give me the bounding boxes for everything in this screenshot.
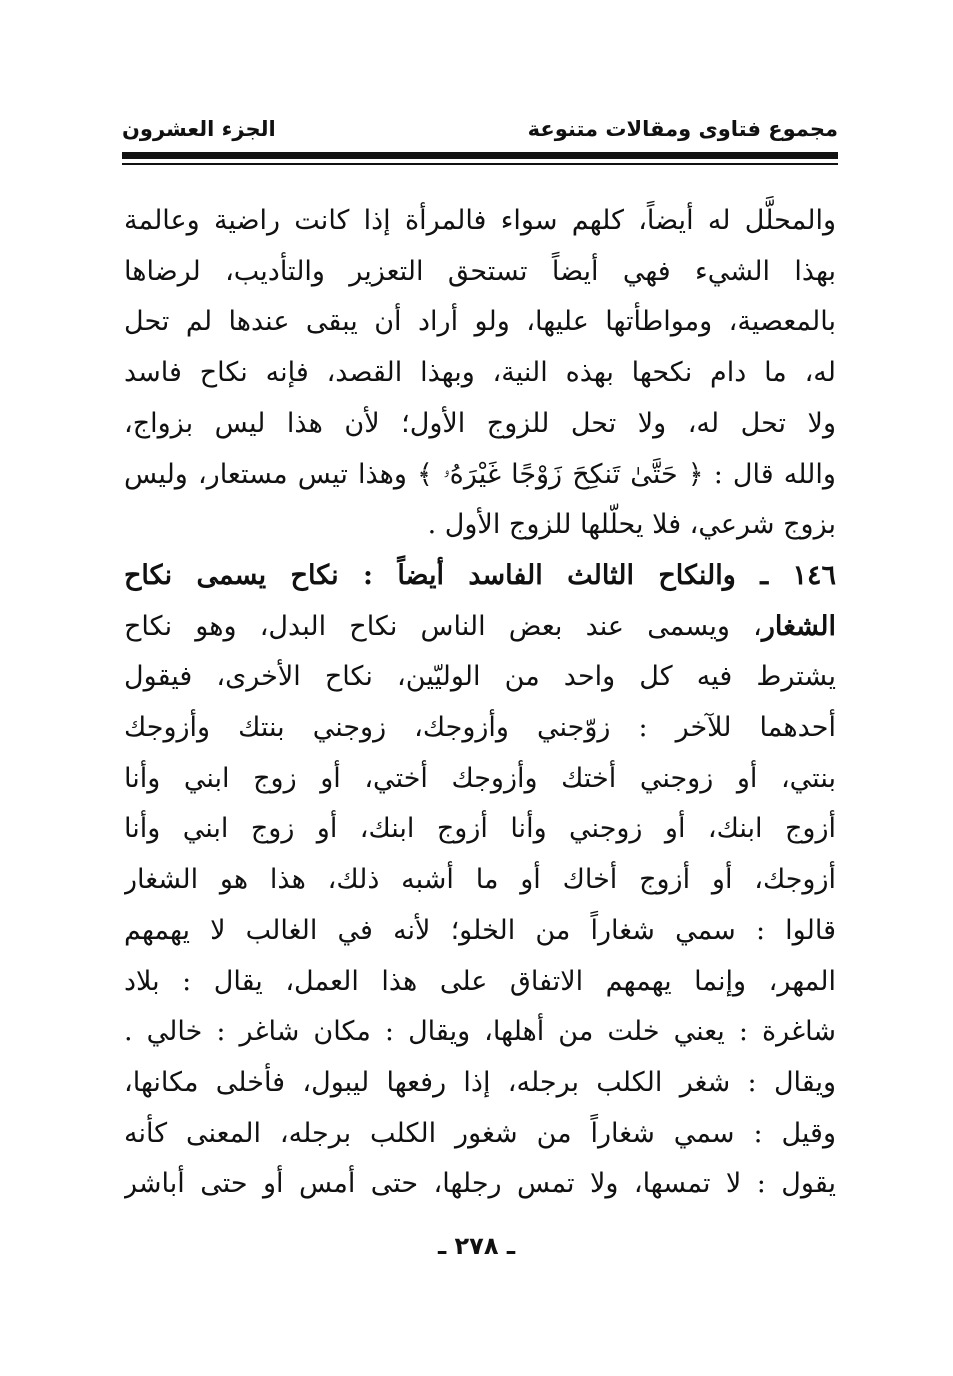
text-line: له، ما دام نكحها بهذه النية، وبهذا القصد، فإنه نكاح فاسد bbox=[124, 357, 836, 389]
text-line: وقيل : سمي شغاراً من شغور الكلب برجله، المعنى كأنه bbox=[124, 1117, 836, 1149]
text-line: ويقال : شغر الكلب برجله، إذا رفعها ليبول، فأخلى مكانها، bbox=[124, 1066, 836, 1098]
quote-close-bracket: ﴾ bbox=[417, 458, 433, 490]
quran-quote-line bbox=[124, 450, 836, 501]
header-rule-thick bbox=[122, 152, 838, 159]
paragraph-1 bbox=[124, 196, 836, 551]
text-line: يقول : لا تمسها، ولا تمس رجلها، حتى أمس أو حتى أباشر bbox=[124, 1168, 836, 1200]
text-line: يشترط فيه كل واحد من الوليّين، نكاح الأخرى، فيقول bbox=[124, 661, 836, 693]
quote-open-bracket: ﴿ bbox=[687, 458, 704, 490]
page-number: ـ ٢٧٨ ـ bbox=[437, 1232, 516, 1260]
text-line: المهر، وإنما يهمهم الاتفاق على هذا العمل، يقال : بلاد bbox=[124, 965, 836, 997]
quote-line-before: والله قال : bbox=[713, 458, 836, 490]
section-heading: ١٤٦ ـ والنكاح الثالث الفاسد أيضاً : نكاح يسمى نكاح bbox=[124, 559, 836, 591]
text-line: بهذا الشيء فهي أيضاً تستحق التعزير والتأديب، لرضاها bbox=[124, 255, 836, 287]
text-line: قالوا : سمي شغاراً من الخلو؛ لأنه في الغالب لا يهمهم bbox=[124, 914, 836, 946]
header-rule-thin bbox=[122, 163, 838, 165]
volume-label: الجزء العشرون bbox=[122, 117, 276, 141]
text-line: والمحلَّل له أيضاً، كلهم سواء فالمرأة إذا كانت راضية وعالمة bbox=[124, 205, 836, 236]
text-line: شاغرة : يعني خلت من أهلها، ويقال : مكان شاغر : خالي . bbox=[124, 1016, 836, 1048]
text-line: ولا تحل له، ولا تحل للزوج الأول؛ لأن هذا ليس بزواج، bbox=[124, 407, 836, 439]
text-line: أزوجك، أو أزوج أخاك أو ما أشبه ذلك، هذا هو الشغار bbox=[124, 864, 836, 896]
shighar-term: الشغار bbox=[761, 610, 836, 642]
text-line: بالمعصية، ومواطأتها عليها، ولو أراد أن يبقى عندها لم تحل bbox=[124, 306, 836, 338]
collection-title: مجموع فتاوى ومقالات متنوعة bbox=[527, 117, 838, 141]
quote-line-after: وهذا تيس مستعار، وليس bbox=[124, 458, 407, 490]
text-line: بزوج شرعي، فلا يحلّلها للزوج الأول . bbox=[427, 509, 836, 541]
running-header bbox=[122, 112, 838, 146]
quran-quote: حَتَّىٰ تَنكِحَ زَوْجًا غَيْرَهُۥ bbox=[442, 458, 678, 490]
text-line: أحدهما للآخر : زوّجني وأزوجك، زوجني بنتك وأزوجك bbox=[124, 712, 836, 744]
text-line bbox=[124, 602, 836, 653]
first-line-rest: ، ويسمى عند بعض الناس نكاح البدل، وهو نكاح bbox=[124, 610, 762, 642]
text-line: بنتي، أو زوجني أختك وأزوجك أختي، أو زوج ابني وأنا bbox=[124, 762, 836, 794]
text-line: أزوج ابنك، أو زوجني وأنا أزوج ابنك، أو زوج ابني وأنا bbox=[124, 813, 836, 845]
body-text bbox=[124, 196, 836, 1210]
paragraph-2 bbox=[124, 551, 836, 1210]
